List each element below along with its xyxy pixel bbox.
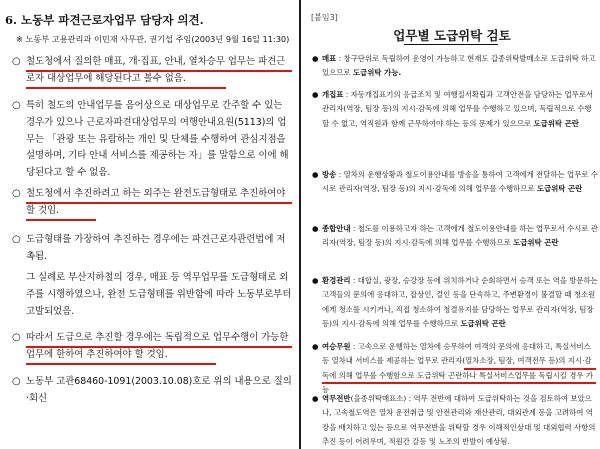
right-title: 업무별 도급위탁 검토	[393, 28, 511, 43]
red-underline	[26, 87, 226, 89]
item-label: 매표	[322, 54, 337, 63]
review-item	[312, 222, 598, 251]
item-text: : 자동개집표기의 응급조치 및 여행질서확립과 고객안전을 담당하는 업무로서 관리자(역장, 팀장 등)의 지시·감독에 의해 업무를 수행하고 있으며, 독립적으로 수행할 수 없고, 역직원과 함께 근무하여야 하는 등의 문제가 있으므로	[322, 90, 594, 128]
item-text: : 창구단위로 독립하여 운영이 가능하고 현재도 갑종위탁발매소로 도급위탁 하고 있으므로	[322, 54, 596, 78]
item-text: : 대합실, 광장, 승강장 등에 위치하거나 순회하면서 승객 또는 역을 방문하는 고객들의 문의에 응대하고, 잡상인, 걸인 등을 단속하고, 주변환경이 불결할 때 청소원에게 청소를 시키거나, 직접 청소하여 청결유지를 담당하는 업무로 관리자(역장, 팀장 등)의 지시·감독에 의해 업무를 수행하므로	[322, 276, 598, 328]
red-underline	[26, 363, 216, 365]
paragraph-text: 철도청에서 질의한 매표, 개·집표, 안내, 열차승무 업무는 파견근로자 대상업무에 해당된다고 볼수 없음.	[26, 56, 286, 84]
item-label: 종합안내	[322, 224, 351, 233]
attachment-tag: [붙임3]	[311, 13, 338, 22]
item-verdict: 도급위탁 곤란	[460, 318, 506, 328]
red-underline	[26, 219, 96, 221]
paragraph-text: 노동부 고관68460-1091(2003.10.08)호로 위의 내용으로 질의·회신	[26, 376, 292, 404]
page-divider	[299, 0, 301, 449]
circle-bullet-icon: ○	[12, 56, 21, 67]
red-underline	[26, 70, 292, 72]
dot-bullet-icon: ●	[312, 90, 319, 99]
dot-bullet-icon: ●	[312, 170, 319, 179]
left-paragraph	[12, 98, 294, 182]
item-verdict: 도급위탁 가능.	[352, 68, 402, 78]
review-item	[312, 274, 598, 331]
circle-bullet-icon: ○	[12, 332, 21, 343]
item-label: 역무전반	[322, 394, 351, 403]
paragraph-text: 특히 철도의 안내업무를 음어상으로 대상업무로 간주할 수 있는 경우가 있으나 근로자파견대상업무의 여행안내요원(5113)의 업무는 「관광 또는 유람하는 개인 및 단체를 수행하여 관심지점을 설명하며, 기타 안내 서비스를 제공하는 자」를 말함으로 이에 해당된다고 할 수 없음.	[26, 100, 289, 179]
item-label: 방송	[322, 170, 337, 179]
indent-note: 그 실례로 부산지하철의 경우, 매표 등 역무업무를 도급형태로 외주를 시행하였으나, 완전 도급형태를 위반함에 따라 노동부로부터 고발되었음.	[26, 272, 292, 317]
red-underline	[322, 382, 596, 384]
item-text: : 열차의 운행상황과 철도이용안내를 방송을 통하여 고객에게 전달하는 업무로 수시로 관리자(역장, 팀장 등)의 지시·감독에 의해 업무를 수행하므로	[322, 170, 598, 194]
item-text: (을종위탁매표소) : 역무 전반에 대하여 도급위탁하는 것을 검토하여 보았으나, 고속철도역은 열차 운전취급 및 안전관리와 재산관리, 대외관계 등을 고려하여 역장을 배치하고 있는 등으로 역무전반을 위탁할 경우 이해적인상대 및 대외협력 사항의 추진 등이 어려우며, 적원간 갈등 및 노조의 반발이 예상됨.	[322, 394, 596, 446]
right-page	[304, 0, 600, 449]
paragraph-text: 철도청에서 추진하려고 하는 외주는 완전도급형태로 추진하여야 할 것임.	[26, 188, 286, 216]
left-subheading: ※ 노동부 고용관리과 이민재 사무관, 권기섭 주임(2003년 9월 16일 11:30)	[16, 34, 290, 44]
dot-bullet-icon: ●	[312, 54, 319, 63]
red-underline	[26, 202, 292, 204]
item-verdict: 도급위탁 곤란	[513, 238, 559, 248]
dot-bullet-icon: ●	[312, 342, 319, 351]
left-heading: 6. 노동부 파견근로자업무 담당자 의견.	[5, 13, 204, 27]
dot-bullet-icon: ●	[312, 394, 319, 403]
red-underline	[26, 346, 292, 348]
circle-bullet-icon: ○	[12, 234, 21, 245]
title-underline	[404, 44, 498, 45]
left-final	[12, 374, 294, 408]
dot-bullet-icon: ●	[312, 276, 319, 285]
item-text: : 고속으로 운행하는 열차에 승무하여 여객의 문의에 응대하고, 특실서비스 등 열차내 서비스를 제공하는 업무로 관리자(열차소장, 팀장, 여객전무 등)의 지시·감독에 의해 업무를 수행함으로 도급위탁 곤란하나 특실서비스업무를 독립시킬 경우 가능	[322, 342, 594, 394]
circle-bullet-icon: ○	[12, 188, 21, 199]
item-verdict: 도급위탁 곤란	[536, 184, 583, 194]
review-item	[312, 88, 598, 131]
circle-bullet-icon: ○	[12, 100, 21, 111]
red-underline	[464, 368, 596, 370]
left-paragraph	[12, 232, 294, 266]
item-label: 여승무원	[322, 342, 351, 351]
item-text: : 철도를 이용하고자 하는 고객에게 철도이용안내를 하는 업무로서 수시로 관리자(역장, 팀장 등)의 지시·감독에 의해 업무를 수행하므로	[322, 224, 598, 248]
item-verdict: 도급위탁 곤란	[533, 118, 579, 128]
paragraph-text: 도급형태를 가장하여 추진하는 경우에는 파견근로자관련법에 저촉됨.	[26, 234, 286, 262]
left-page	[0, 0, 296, 449]
dot-bullet-icon: ●	[312, 224, 319, 233]
item-label: 환경관리	[322, 276, 351, 285]
review-item	[312, 168, 598, 197]
item-label: 개집표	[322, 90, 344, 99]
paragraph-text: 따라서 도급으로 추진할 경우에는 독립적으로 업무수행이 가능한 업무에 한하여 추진하여야 할 것임.	[26, 332, 289, 360]
review-item	[312, 52, 598, 81]
review-item	[312, 392, 598, 449]
circle-bullet-icon: ○	[12, 376, 21, 387]
